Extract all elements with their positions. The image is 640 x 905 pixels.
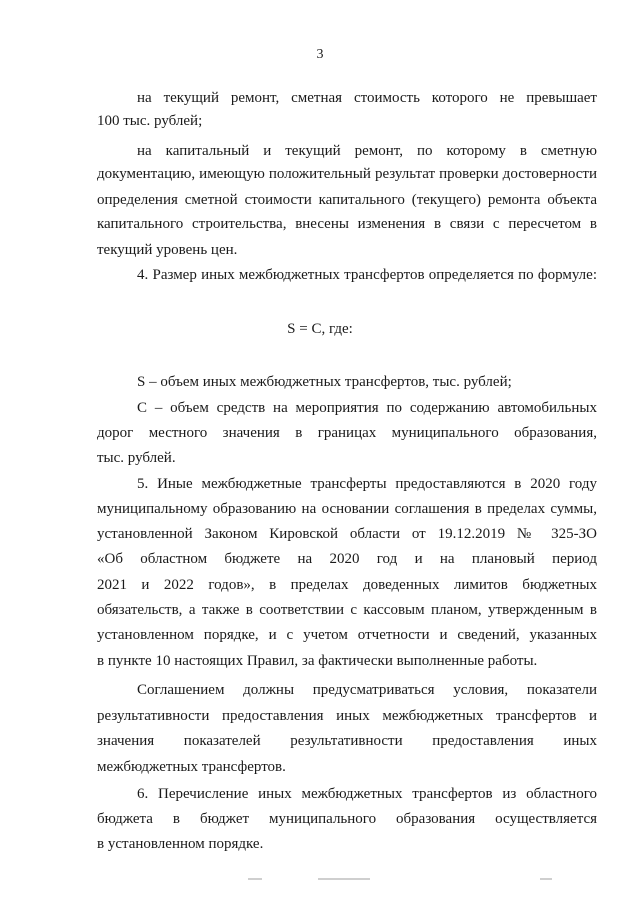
- text-line: в установленном порядке.: [97, 836, 264, 852]
- text-line: установленной Законом Кировской области от 19.12.2019 № 325-ЗО: [97, 526, 597, 542]
- formula: S = C, где:: [287, 321, 353, 337]
- text-line: дорог местного значения в границах муниципального образования,: [97, 425, 597, 441]
- text-line: 100 тыс. рублей;: [97, 113, 203, 129]
- text-line: документацию, имеющую положительный результат проверки достоверности: [97, 166, 597, 182]
- text-line: капитального строительства, внесены изменения в связи с пересчетом в: [97, 216, 597, 232]
- text-line: текущий уровень цен.: [97, 242, 238, 258]
- text-line: 6. Перечисление иных межбюджетных трансфертов из областного: [137, 786, 597, 802]
- text-line: обязательств, а также в соответствии с кассовым планом, утвержденным в: [97, 602, 597, 618]
- text-line: установленном порядке, и с учетом отчетности и сведений, указанных: [97, 627, 597, 643]
- text-line: результативности предоставления иных межбюджетных трансфертов и: [97, 708, 597, 724]
- text-line: на текущий ремонт, сметная стоимость которого не превышает: [137, 90, 597, 106]
- text-line: 4. Размер иных межбюджетных трансфертов определяется по формуле:: [137, 267, 597, 283]
- text-line: 2021 и 2022 годов», в пределах доведенных лимитов бюджетных: [97, 577, 597, 593]
- text-line: бюджета в бюджет муниципального образования осуществляется: [97, 811, 597, 827]
- text-line: межбюджетных трансфертов.: [97, 759, 286, 775]
- text-line: Соглашением должны предусматриваться условия, показатели: [137, 682, 597, 698]
- text-line: в пункте 10 настоящих Правил, за фактически выполненные работы.: [97, 653, 538, 669]
- scan-noise: [248, 878, 262, 880]
- text-line: 5. Иные межбюджетные трансферты предоставляются в 2020 году: [137, 476, 597, 492]
- text-line: C – объем средств на мероприятия по содержанию автомобильных: [137, 400, 597, 416]
- text-line: «Об областном бюджете на 2020 год и на плановый период: [97, 551, 597, 567]
- text-line: значения показателей результативности предоставления иных: [97, 733, 597, 749]
- scan-noise: [540, 878, 552, 880]
- text-line: муниципальному образованию на основании соглашения в пределах суммы,: [97, 501, 597, 517]
- text-line: тыс. рублей.: [97, 450, 176, 466]
- page-number: 3: [316, 47, 324, 62]
- text-line: S – объем иных межбюджетных трансфертов, тыс. рублей;: [137, 374, 512, 390]
- text-line: на капитальный и текущий ремонт, по которому в сметную: [137, 143, 597, 159]
- scan-noise: [318, 878, 370, 880]
- text-line: определения сметной стоимости капитального (текущего) ремонта объекта: [97, 192, 597, 208]
